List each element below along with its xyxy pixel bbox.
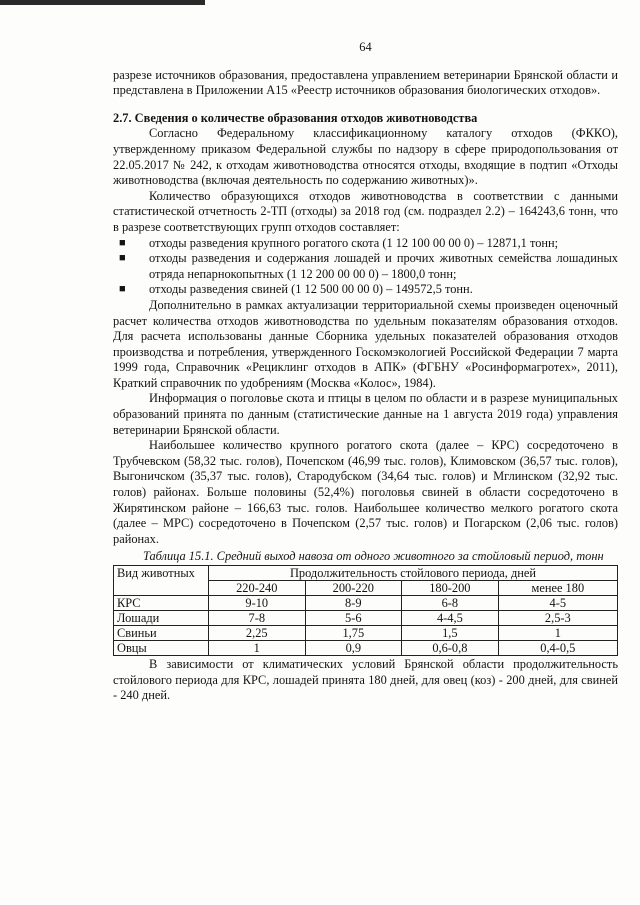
table-cell-animal: КРС [114,596,209,611]
table-row [114,596,618,611]
paragraph-statistics: Количество образующихся отходов животноводства в соответствии с данными статистической отчетность 2-ТП (отходы) за 2018 год (см. подраздел 2.2) – 164243,6 тонн, что в разрезе соответствующих групп отходов составляет: [113,188,618,234]
paragraph-calculation: Дополнительно в рамках актуализации территориальной схемы произведен оценочный расчет количества отходов животноводства по удельным показателям образования отходов. Для расчета использованы данные Сборника удельных показателей образования отходов производства и потребления, утвержденного Госкомэкологией Российской Федерации 7 марта 1999 года, Справочник «Рециклинг отходов в АПК» (ФГБНУ «Росинформагротех», 2011), Краткий справочник по удобрениям (Москва «Колос», 1984). [113,297,618,390]
manure-output-table [113,565,618,656]
table-cell: 6-8 [402,596,499,611]
table-subheader: 180-200 [402,581,499,596]
table-cell: 5-6 [305,611,402,626]
table-subheader: менее 180 [498,581,617,596]
paragraph-stall-period: В зависимости от климатических условий Брянской области продолжительность стойлового периода для КРС, лошадей принята 180 дней, для овец (коз) - 200 дней, для свиней - 240 дней. [113,657,618,703]
table-cell: 0,9 [305,641,402,656]
table-cell-animal: Овцы [114,641,209,656]
table-row [114,641,618,656]
table-cell: 0,4-0,5 [498,641,617,656]
table-row [114,626,618,641]
paragraph-livestock-info: Информация о поголовье скота и птицы в целом по области и в разрезе муниципальных образований принята по данным (статистические данные на 1 августа 2019 года) управления ветеринарии Брянской области. [113,391,618,437]
table-cell: 1 [498,626,617,641]
table-cell-animal: Свиньи [114,626,209,641]
table-cell: 8-9 [305,596,402,611]
bullet-icon: ■ [119,236,126,249]
paragraph-fkko: Согласно Федеральному классификационному каталогу отходов (ФККО), утвержденному приказом Федеральной службы по надзору в сфере природопользования от 22.05.2017 № 242, к отходам животноводства относятся отходы, входящие в подтип «Отходы животноводства (включая деятельность по содержанию животных)». [113,126,618,188]
table-header-stall-period: Продолжительность стойлового периода, дней [209,566,618,581]
table-cell: 2,25 [209,626,306,641]
intro-paragraph: разрезе источников образования, предоставлена управлением ветеринарии Брянской области и представлена в Приложении А15 «Реестр источников образования биологических отходов». [113,67,618,98]
paragraph-cattle-distribution: Наибольшее количество крупного рогатого скота (далее – КРС) сосредоточено в Трубчевском (58,32 тыс. голов), Почепском (46,99 тыс. голов), Климовском (36,57 тыс. голов), Выгоничском (35,37 тыс. голов), Стародубском (34,64 тыс. голов) и Мглинском (32,92 тыс. голов) районах. Больше половины (52,4%) поголовья свиней в области сосредоточено в Жирятинском районе – 166,63 тыс. голов. Наибольшее количество мелкого рогатого скота (далее – МРС) сосредоточено в Почепском (2,57 тыс. голов) и Погарском (2,06 тыс. голов) районах. [113,438,618,546]
table-caption: Таблица 15.1. Средний выход навоза от одного животного за стойловый период, тонн [143,549,604,564]
bullet-icon: ■ [119,283,126,296]
scan-edge-mark [0,0,205,5]
list-item: ■ отходы разведения свиней (1 12 500 00 00 0) – 149572,5 тонн. [119,282,473,297]
table-cell-animal: Лошади [114,611,209,626]
table-cell: 4-4,5 [402,611,499,626]
table-cell: 1,75 [305,626,402,641]
table-cell: 0,6-0,8 [402,641,499,656]
page-number: 64 [359,40,372,54]
table-subheader: 200-220 [305,581,402,596]
table-cell: 7-8 [209,611,306,626]
table-cell: 9-10 [209,596,306,611]
table-subheader: 220-240 [209,581,306,596]
waste-groups-list [113,236,618,298]
bullet-icon: ■ [119,252,126,265]
table-cell: 1 [209,641,306,656]
table-cell: 1,5 [402,626,499,641]
list-item: ■ отходы разведения крупного рогатого скота (1 12 100 00 00 0) – 12871,1 тонн; [119,235,559,250]
document-page [113,40,618,704]
table-row [114,611,618,626]
section-title: 2.7. Сведения о количестве образования отходов животноводства [113,110,478,125]
table-header-animal-type: Вид животных [114,566,209,596]
table-cell: 2,5-3 [498,611,617,626]
list-item: ■ отходы разведения и содержания лошадей и прочих животных семейства лошадиных отряда непарнокопытных (1 12 200 00 00 0) – 1800,0 тонн; [119,251,618,281]
table-cell: 4-5 [498,596,617,611]
